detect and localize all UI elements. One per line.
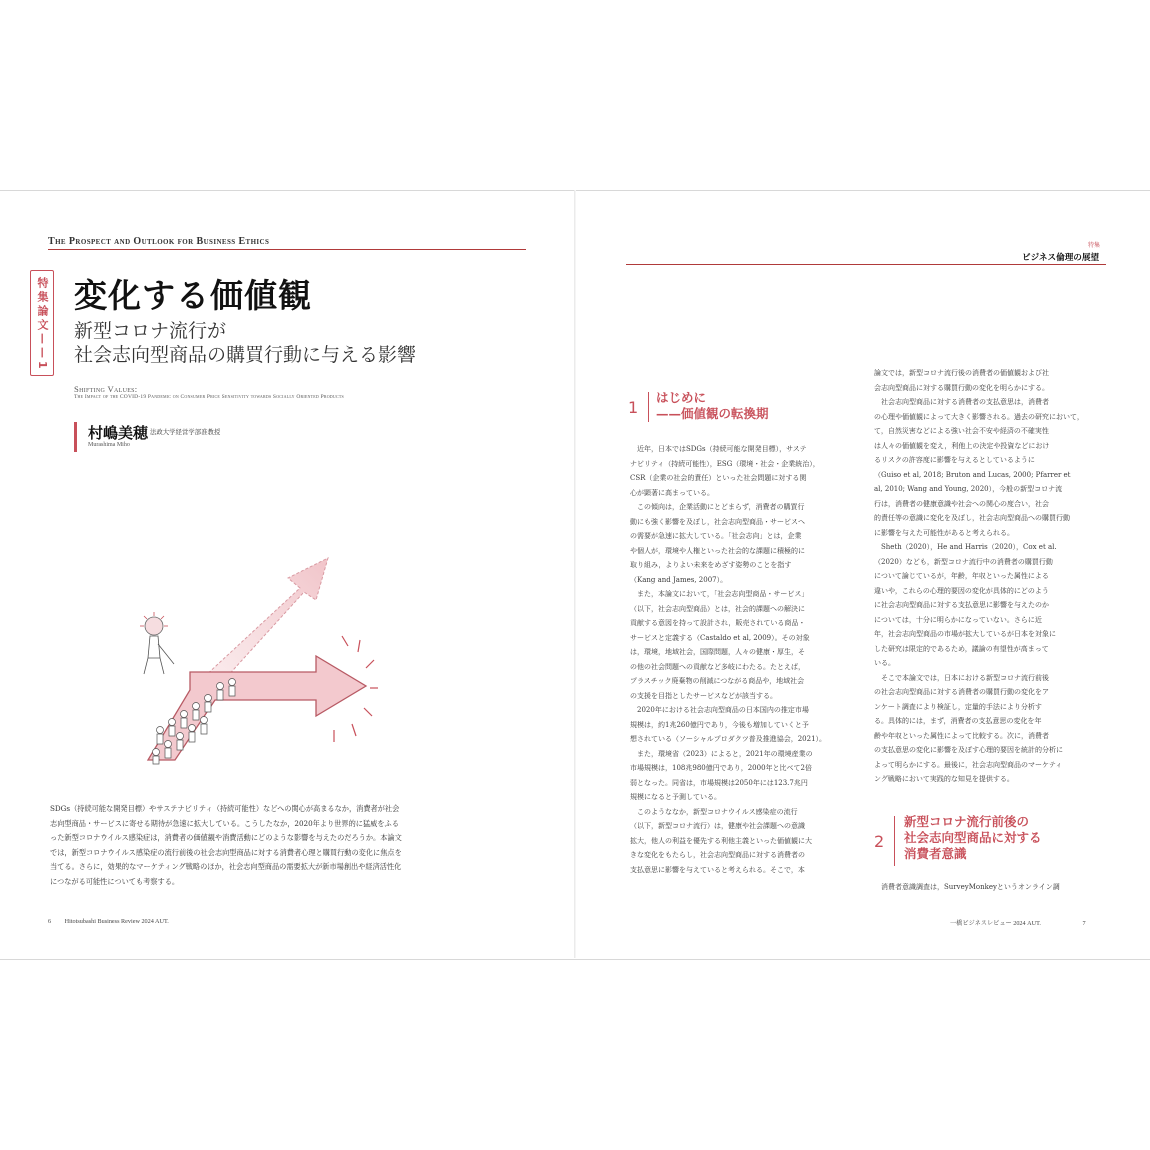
body-line: （以下，新型コロナ流行）は，健康や社会課題への意識 xyxy=(630,822,805,830)
body-line: また，環境省（2023）によると，2021年の環境産業の xyxy=(630,749,813,758)
body-line: Sheth（2020），He and Harris（2020），Cox et al. xyxy=(874,543,1057,551)
header-rule xyxy=(48,249,526,250)
english-title: Shifting Values: xyxy=(74,384,138,394)
body-column-2 xyxy=(874,366,1106,787)
body-line: ング戦略において実践的な知見を提供する。 xyxy=(874,775,1014,783)
series-title: The Prospect and Outlook for Business Ethics xyxy=(48,236,270,247)
body-line: また，本論文において，「社会志向型商品・サービス」 xyxy=(630,590,809,598)
header-rule-right xyxy=(626,264,1106,265)
abstract-line: った新型コロナウイルス感染症は，消費者の価値観や消費活動にどのような影響を与えたのだろうか。本論文 xyxy=(50,833,402,843)
body-column-2-continued xyxy=(874,880,1106,895)
abstract xyxy=(50,802,528,890)
section-title: ビジネス倫理の展望 xyxy=(1022,253,1100,263)
gutter-shadow xyxy=(574,190,576,958)
body-line: ンケート調査により検証し，定量的手法により分析す xyxy=(874,702,1042,711)
body-line: 動にも強く影響を及ぼし，社会志向型商品・サービスへ xyxy=(630,517,805,526)
body-line: （以下，社会志向型商品）とは，社会的課題への解決に xyxy=(630,604,805,613)
heading-2-line-2: 社会志向型商品に対する xyxy=(904,830,1042,845)
body-line: 年，社会志向型商品の市場が拡大しているが日本を対象に xyxy=(874,630,1056,638)
english-subtitle: The Impact of the COVID-19 Pandemic on Consumer Price Sensitivity towards Socially Oriented Products xyxy=(74,394,344,400)
body-line: この傾向は，企業活動にとどまらず，消費者の購買行 xyxy=(630,503,805,511)
section-kicker: 特集 xyxy=(1088,242,1101,249)
body-line: の他の社会問題への貢献など多岐にわたる。たとえば， xyxy=(630,662,805,671)
body-line: いる。 xyxy=(874,659,895,667)
abstract-line: SDGs（持続可能な開発目標）やサステナビリティ（持続可能性）などへの関心が高まるなか，消費者が社会 xyxy=(50,804,400,813)
left-footer-text: Hitotsubashi Business Review 2024 AUT. xyxy=(64,918,169,925)
heading-1-line-2: ——価値観の転換期 xyxy=(656,406,769,421)
body-line: や個人が，環境や人権といった社会的な課題に積極的に xyxy=(630,546,805,555)
body-line: は人々の価値観を変え，利他上の決定や投資などにおけ xyxy=(874,441,1050,450)
author-affiliation: 法政大学経営学部准教授 xyxy=(150,428,221,436)
body-line: るリスクの許容度に影響を与えるとしているように xyxy=(874,456,1035,464)
body-line: 拡大，他人の利益を優先する利他主義といった価値観に大 xyxy=(630,836,812,845)
body-line: 齢や年収といった属性によって比較する。次に，消費者 xyxy=(874,731,1049,740)
right-page-number: 7 xyxy=(1082,920,1086,927)
body-line: した研究は限定的であるため，議論の有望性が高まって xyxy=(874,644,1049,653)
body-line: 規模になると予測している。 xyxy=(630,793,721,801)
body-line: 2020年における社会志向型商品の日本国内の推定市場 xyxy=(630,706,809,714)
body-line: の支援を目指としたサービスなどが該当する。 xyxy=(630,691,777,700)
left-page-number: 6 xyxy=(48,918,52,925)
article-title: 変化する価値観 xyxy=(74,276,312,315)
body-line: CSR（企業の社会的責任）といった社会問題に対する関 xyxy=(630,474,807,482)
body-line: al, 2010; Wang and Young, 2020），今般の新型コロナ流 xyxy=(874,485,1063,493)
body-line: に社会志向型商品に対する支払意思に影響を与えたのか xyxy=(874,601,1049,609)
left-footer xyxy=(48,918,169,925)
author-romaji: Murashima Miho xyxy=(88,442,130,448)
body-line: る。具体的には，まず，消費者の支払意思の変化を年 xyxy=(874,717,1042,725)
body-line: 社会志向型商品に対する消費者の支払意思は，消費者 xyxy=(874,398,1049,406)
body-line: 規模は，約1兆260億円であり，今後も増加していくと予 xyxy=(630,720,809,729)
author-name: 村嶋美穂 xyxy=(88,424,149,442)
body-line: て，自然災害などによる強い社会不安や経済の不確実性 xyxy=(874,427,1049,435)
body-line: ナビリティ（持続可能性），ESG（環境・社会・企業統治）， xyxy=(630,459,820,468)
body-line: （2020）なども，新型コロナ流行中の消費者の購買行動 xyxy=(874,557,1053,566)
body-line: の心理や価値観によって大きく影響される。過去の研究において， xyxy=(874,412,1084,421)
body-line: 貢献する意図を持って設計され，販売されている商品・ xyxy=(630,619,806,627)
heading-1-bar xyxy=(648,392,649,422)
body-line: の需要が急速に拡大している。「社会志向」とは，企業 xyxy=(630,532,802,540)
abstract-line: 当てる。さらに，効果的なマーケティング戦略のほか，社会志向型商品の需要拡大が新市場創出や経済活性化 xyxy=(50,862,402,872)
body-line: 会志向型商品に対する購買行動の変化を明らかにする。 xyxy=(874,383,1049,392)
body-line: 支払意思に影響を与えていると考えられる。そこで，本 xyxy=(630,865,805,874)
body-column-1 xyxy=(630,442,856,877)
body-line: 心が顕著に高まっている。 xyxy=(630,488,714,497)
body-line: の支払意思の変化に影響を及ぼす心理的要因を統計的分析に xyxy=(874,746,1063,754)
body-line: の社会志向型商品に対する消費者の購買行動の変化をア xyxy=(874,688,1049,696)
body-line: きな変化をもたらし，社会志向型商品に対する消費者の xyxy=(630,851,805,859)
body-line: プラスチック廃棄物の削減につながる商品や，地域社会 xyxy=(630,677,805,685)
body-line: 近年，日本ではSDGs（持続可能な開発目標），サステ xyxy=(630,445,807,453)
body-line: （Guiso et al, 2018; Bruton and Lucas, 2000; Pfarrer et xyxy=(874,470,1071,479)
feature-tag xyxy=(30,270,54,376)
abstract-line: 志向型商品・サービスに寄せる期待が急速に拡大している。こうしたなか，2020年より世界的に猛威をふる xyxy=(50,818,399,828)
heading-2-bar xyxy=(894,816,895,866)
abstract-line: につながる可能性についても考察する。 xyxy=(50,876,180,886)
body-line: 行は，消費者の健康意識や社会への関心の度合い，社会 xyxy=(874,499,1049,508)
body-line: 取り組み，よりよい未来をめざす姿勢のことを指す xyxy=(630,561,792,569)
body-line: に影響を与えた可能性があると考えられる。 xyxy=(874,528,1014,537)
body-line: （Kang and James, 2007）。 xyxy=(630,575,728,584)
body-line: 違いや，これらの心理的要因の変化が具体的にどのよう xyxy=(874,586,1049,595)
body-line: そこで本論文では，日本における新型コロナ流行前後 xyxy=(874,673,1049,682)
body-line: 想されている（ソーシャルプロダクツ普及推進協会，2021）。 xyxy=(630,735,827,743)
body-line: については，十分に明らかになっていない。さらに近 xyxy=(874,615,1042,624)
author-accent-bar xyxy=(74,422,77,452)
body-line: サービスと定義する（Castaldo et al, 2009）。その対象 xyxy=(630,633,810,642)
right-footer-text: 一橋ビジネスレビュー 2024 AUT. xyxy=(950,920,1041,927)
body-line: 的責任等の意識に変化を及ぼし，社会志向型商品への購買行動 xyxy=(874,514,1070,522)
heading-2-number: 2 xyxy=(874,832,885,851)
heading-2-line-1: 新型コロナ流行前後の xyxy=(904,814,1030,829)
subtitle-line-1: 新型コロナ流行が xyxy=(74,320,227,342)
body-line: は，環境，地域社会，国際問題，人々の健康・厚生，そ xyxy=(630,648,805,656)
heading-1-number: 1 xyxy=(628,398,639,417)
heading-1-line-1: はじめに xyxy=(656,390,707,405)
subtitle-line-2: 社会志向型商品の購買行動に与える影響 xyxy=(74,344,417,366)
heading-2-line-3: 消費者意識 xyxy=(904,846,967,861)
body-line: について論じているが，年齢，年収といった属性による xyxy=(874,572,1049,580)
body-line: 市場規模は，108兆980億円であり，2000年と比べて2倍 xyxy=(630,764,812,772)
body-line: このようななか，新型コロナウイルス感染症の流行 xyxy=(630,807,798,816)
body-line: 弱となった。同省は，市場規模は2050年には123.7兆円 xyxy=(630,778,808,787)
body-line: よって明らかにする。最後に，社会志向型商品のマーケティ xyxy=(874,760,1063,769)
abstract-line: では，新型コロナウイルス感染症の流行前後の社会志向型商品に対する消費者心理と購買行動の変化に焦点を xyxy=(50,847,402,857)
body-line: 消費者意識調査は，SurveyMonkeyというオンライン調 xyxy=(874,883,1060,891)
body-line: 論文では，新型コロナ流行後の消費者の価値観および社 xyxy=(874,369,1049,377)
right-footer xyxy=(950,918,1086,927)
feature-tag-label: 特集論文——1 xyxy=(36,277,49,372)
crowd-arrow-illustration xyxy=(120,540,380,770)
